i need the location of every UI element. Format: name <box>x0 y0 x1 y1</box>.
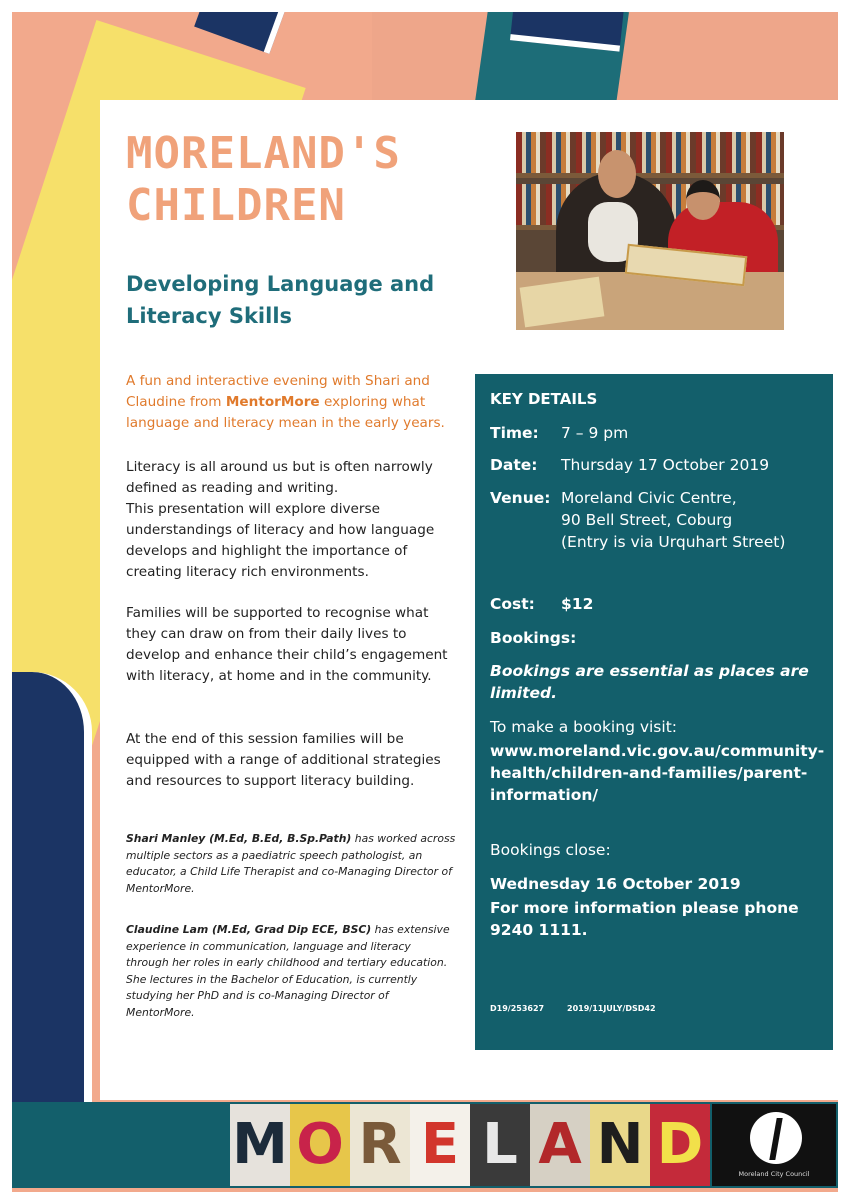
bio-claudine-text: has extensive experience in communication, language and literacy through her roles in early childhood and tertiary education. She lectures in the Bachelor of Education, is currently studying her PhD and is co-Managing Director of MentorMore. <box>126 923 450 1019</box>
title-line-2: CHILDREN <box>126 180 346 231</box>
moreland-letter-tiles <box>230 1104 710 1186</box>
bookings-close-value: Wednesday 16 October 2019 <box>490 875 741 893</box>
title-line-1: MORELAND'S <box>126 128 401 179</box>
venue-line-3: (Entry is via Urquhart Street) <box>561 533 786 551</box>
venue-line-1: Moreland Civic Centre, <box>561 489 737 507</box>
photo-woman-face <box>598 150 636 198</box>
photo-bookshelf <box>516 132 784 178</box>
bio-shari <box>126 831 456 897</box>
council-logo <box>712 1104 836 1186</box>
bio-shari-name: Shari Manley (M.Ed, B.Ed, B.Sp.Path) <box>126 832 352 845</box>
page-subtitle <box>126 268 456 332</box>
letter-tile: E <box>410 1104 470 1186</box>
venue-value <box>561 487 831 553</box>
page-title <box>126 128 446 232</box>
letter-tile: O <box>290 1104 350 1186</box>
intro-before: A fun and interactive evening with Shari and Claudine from <box>126 373 430 410</box>
letter-tile: N <box>590 1104 650 1186</box>
photo-boy-face <box>686 180 720 220</box>
body-paragraph-1 <box>126 457 456 583</box>
bookings-note: Bookings are essential as places are limited. <box>490 662 809 702</box>
decor-navy-left-shape <box>12 672 92 1122</box>
body-paragraph-2: Families will be supported to recognise what they can draw on from their daily lives to develop and enhance their child’s engagement with literacy, at home and in the community. <box>126 605 448 684</box>
letter-tile: M <box>230 1104 290 1186</box>
intro-brand: MentorMore <box>225 394 320 410</box>
council-logo-icon <box>750 1112 802 1164</box>
cost-label: Cost: <box>490 595 535 613</box>
letter-tile: R <box>350 1104 410 1186</box>
key-details-heading: KEY DETAILS <box>490 390 598 408</box>
subtitle-line-2: Literacy Skills <box>126 304 293 328</box>
council-logo-mark <box>769 1118 782 1160</box>
footer-banner <box>12 1102 838 1188</box>
subtitle-line-1: Developing Language and <box>126 272 435 296</box>
library-reading-photo <box>516 132 784 330</box>
booking-visit-text: To make a booking visit: <box>490 718 677 736</box>
time-label: Time: <box>490 424 539 442</box>
intro-text <box>126 371 456 434</box>
body-p1-line2: This presentation will explore diverse understandings of literacy and how language develops and highlight the importance of creating literacy rich environments. <box>126 501 435 580</box>
more-info-text: For more information please phone 9240 1111. <box>490 899 799 939</box>
venue-line-2: 90 Bell Street, Coburg <box>561 511 733 529</box>
key-details-box <box>475 374 833 1050</box>
cost-value: $12 <box>561 595 594 613</box>
body-paragraph-3: At the end of this session families will be equipped with a range of additional strategies and resources to support literacy building. <box>126 731 441 789</box>
letter-tile: A <box>530 1104 590 1186</box>
time-value: 7 – 9 pm <box>561 424 629 442</box>
reference-code-1: D19/253627 <box>490 1004 545 1013</box>
date-label: Date: <box>490 456 538 474</box>
decor-navy-shape <box>194 12 290 54</box>
body-p1-line1: Literacy is all around us but is often narrowly defined as reading and writing. <box>126 459 433 496</box>
bio-claudine <box>126 922 456 1021</box>
bio-shari-text: has worked across multiple sectors as a paediatric speech pathologist, an educator, a Child Life Therapist and co-Managing Director of MentorMore. <box>126 832 456 895</box>
bookings-label: Bookings: <box>490 629 577 647</box>
letter-tile: D <box>650 1104 710 1186</box>
date-value: Thursday 17 October 2019 <box>561 456 770 474</box>
reference-code-2: 2019/11JULY/DSD42 <box>567 1004 656 1013</box>
intro-after: exploring what language and literacy mean in the early years. <box>126 394 445 431</box>
booking-url-link[interactable]: www.moreland.vic.gov.au/community-health/children-and-families/parent-information/ <box>490 742 825 804</box>
bookings-close-label: Bookings close: <box>490 841 611 859</box>
venue-label: Venue: <box>490 489 551 507</box>
bio-claudine-name: Claudine Lam (M.Ed, Grad Dip ECE, BSC) <box>126 923 372 936</box>
council-logo-text: Moreland City Council <box>738 1170 810 1178</box>
letter-tile: L <box>470 1104 530 1186</box>
